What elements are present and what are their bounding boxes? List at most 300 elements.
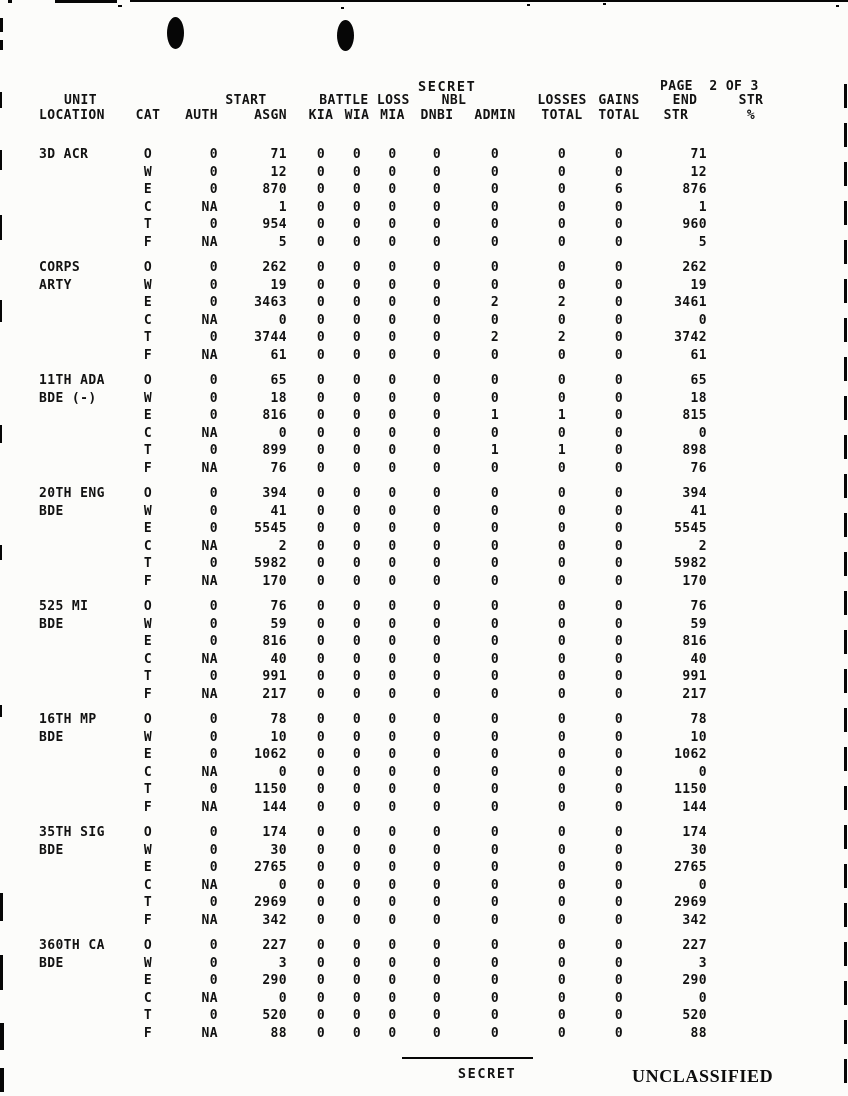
- cell-admin: 0: [490, 425, 500, 441]
- left-edge-dash: [0, 705, 2, 717]
- cell-str-pct: [712, 520, 790, 538]
- cell-gains-total: 0: [614, 390, 624, 406]
- cell-gains-total: 0: [614, 503, 624, 519]
- cell-str-pct: [712, 372, 790, 390]
- unit-block: [36, 372, 790, 477]
- cell-unit: [36, 1025, 125, 1043]
- table-row: [36, 894, 790, 912]
- cell-wia: 0: [352, 443, 362, 458]
- cell-cat: C: [143, 990, 153, 1006]
- left-edge-dash: [0, 40, 3, 50]
- cell-end-str: 290: [682, 973, 707, 988]
- cell-admin: 0: [490, 486, 500, 501]
- cell-asgn: 174: [262, 825, 287, 840]
- scan-speck: [836, 5, 839, 7]
- cell-cat: W: [143, 390, 153, 406]
- cell-cat: C: [143, 877, 153, 893]
- cell-wia: 0: [352, 147, 362, 162]
- cell-unit: [36, 329, 125, 347]
- cell-str-pct: [712, 633, 790, 651]
- cell-mia: 0: [388, 1008, 397, 1023]
- cell-gains-total: 0: [614, 460, 624, 476]
- cell-end-str: 876: [682, 182, 707, 197]
- cell-kia: 0: [316, 686, 326, 702]
- cell-losses-total: 0: [557, 634, 567, 649]
- cell-gains-total: 0: [614, 199, 624, 215]
- cell-auth: NA: [201, 912, 218, 928]
- table-row: [36, 372, 790, 390]
- cell-str-pct: [712, 216, 790, 234]
- cell-losses-total: 0: [557, 503, 567, 519]
- table-row: [36, 616, 790, 634]
- cell-gains-total: 0: [614, 955, 624, 971]
- cell-end-str: 991: [682, 669, 707, 684]
- cell-gains-total: 0: [614, 747, 624, 762]
- cell-gains-total: 0: [614, 538, 624, 554]
- cell-str-pct: [712, 146, 790, 164]
- cell-auth: 0: [209, 973, 218, 988]
- cell-gains-total: 0: [614, 764, 624, 780]
- cell-end-str: 41: [690, 503, 707, 519]
- cell-admin: 0: [490, 616, 500, 632]
- cell-admin: 0: [490, 669, 500, 684]
- cell-losses-total: 0: [557, 842, 567, 858]
- unit-block: [36, 485, 790, 590]
- cell-kia: 0: [316, 295, 326, 310]
- cell-end-str: 0: [698, 425, 707, 441]
- table-row: [36, 294, 790, 312]
- cell-str-pct: [712, 329, 790, 347]
- cell-mia: 0: [388, 260, 397, 275]
- table-row: [36, 277, 790, 295]
- cell-unit: [36, 781, 125, 799]
- cell-kia: 0: [316, 573, 326, 589]
- cell-dnbi: 0: [432, 842, 442, 858]
- cell-mia: 0: [388, 651, 397, 667]
- cell-asgn: 262: [262, 260, 287, 275]
- cell-str-pct: [712, 259, 790, 277]
- cell-asgn: 1062: [254, 747, 287, 762]
- cell-losses-total: 0: [557, 260, 567, 275]
- cell-kia: 0: [316, 347, 326, 363]
- cell-mia: 0: [388, 217, 397, 232]
- cell-asgn: 12: [270, 164, 287, 180]
- cell-dnbi: 0: [432, 799, 442, 815]
- cell-end-str: 0: [698, 877, 707, 893]
- cell-losses-total: 0: [557, 938, 567, 953]
- scan-speck: [8, 0, 12, 3]
- scan-speck: [527, 4, 530, 6]
- cell-cat: T: [143, 556, 153, 571]
- cell-wia: 0: [352, 599, 362, 614]
- cell-kia: 0: [316, 234, 326, 250]
- cell-end-str: 170: [682, 573, 707, 589]
- cell-dnbi: 0: [432, 538, 442, 554]
- cell-end-str: 0: [698, 764, 707, 780]
- cell-mia: 0: [388, 1025, 397, 1041]
- cell-auth: NA: [201, 877, 218, 893]
- col-kia: KIA: [308, 108, 334, 123]
- cell-asgn: 342: [262, 912, 287, 928]
- cell-end-str: 0: [698, 990, 707, 1006]
- cell-kia: 0: [316, 164, 326, 180]
- cell-losses-total: 0: [557, 825, 567, 840]
- table-row: [36, 955, 790, 973]
- cell-end-str: 2765: [674, 860, 707, 875]
- cell-gains-total: 0: [614, 425, 624, 441]
- cell-losses-total: 0: [557, 538, 567, 554]
- cell-dnbi: 0: [432, 556, 442, 571]
- cell-str-pct: [712, 407, 790, 425]
- cell-auth: NA: [201, 538, 218, 554]
- cell-asgn: 899: [262, 443, 287, 458]
- cell-cat: E: [143, 408, 153, 423]
- col-end-str: STR: [663, 108, 689, 123]
- cell-str-pct: [712, 859, 790, 877]
- cell-asgn: 3463: [254, 295, 287, 310]
- scan-speck: [118, 5, 122, 7]
- unit-block: [36, 598, 790, 703]
- cell-admin: 0: [490, 912, 500, 928]
- cell-losses-total: 0: [557, 147, 567, 162]
- cell-admin: 0: [490, 312, 500, 328]
- cell-unit: 35TH SIG: [39, 825, 105, 840]
- cell-gains-total: 0: [614, 330, 624, 345]
- cell-dnbi: 0: [432, 712, 442, 727]
- cell-admin: 0: [490, 1025, 500, 1041]
- col-losses-total: TOTAL: [541, 108, 583, 123]
- cell-auth: 0: [209, 616, 218, 632]
- cell-auth: 0: [209, 669, 218, 684]
- cell-cat: W: [143, 277, 153, 293]
- cell-cat: O: [143, 712, 153, 727]
- cell-asgn: 10: [270, 729, 287, 745]
- cell-losses-total: 0: [557, 764, 567, 780]
- cell-losses-total: 0: [557, 669, 567, 684]
- cell-unit: [36, 520, 125, 538]
- cell-admin: 0: [490, 860, 500, 875]
- cell-mia: 0: [388, 747, 397, 762]
- table-row: [36, 425, 790, 443]
- cell-losses-total: 0: [557, 729, 567, 745]
- cell-str-pct: [712, 616, 790, 634]
- classification-footer-text: SECRET: [457, 1066, 517, 1082]
- cell-unit: [36, 990, 125, 1008]
- table-row: [36, 990, 790, 1008]
- cell-auth: 0: [209, 443, 218, 458]
- cell-dnbi: 0: [432, 312, 442, 328]
- cell-end-str: 5: [698, 234, 707, 250]
- cell-auth: 0: [209, 390, 218, 406]
- cell-gains-total: 0: [614, 712, 624, 727]
- cell-dnbi: 0: [432, 347, 442, 363]
- cell-admin: 0: [490, 634, 500, 649]
- cell-wia: 0: [352, 895, 362, 910]
- cell-gains-total: 0: [614, 295, 624, 310]
- cell-dnbi: 0: [432, 521, 442, 536]
- cell-losses-total: 0: [557, 782, 567, 797]
- cell-auth: 0: [209, 782, 218, 797]
- cell-dnbi: 0: [432, 373, 442, 388]
- cell-gains-total: 0: [614, 573, 624, 589]
- table-row: [36, 711, 790, 729]
- strength-table: [36, 93, 790, 1050]
- cell-cat: F: [143, 460, 153, 476]
- cell-losses-total: 1: [557, 408, 567, 423]
- table-row: [36, 259, 790, 277]
- cell-asgn: 61: [270, 347, 287, 363]
- cell-mia: 0: [388, 634, 397, 649]
- col-auth: AUTH: [185, 108, 218, 123]
- table-header-columns: [36, 108, 790, 123]
- cell-cat: O: [143, 486, 153, 501]
- cell-losses-total: 0: [557, 973, 567, 988]
- cell-kia: 0: [316, 503, 326, 519]
- cell-str-pct: [712, 573, 790, 591]
- cell-dnbi: 0: [432, 764, 442, 780]
- cell-wia: 0: [352, 799, 362, 815]
- cell-end-str: 65: [690, 373, 707, 388]
- cell-admin: 0: [490, 747, 500, 762]
- cell-mia: 0: [388, 782, 397, 797]
- scan-speck: [341, 7, 344, 9]
- cell-str-pct: [712, 460, 790, 478]
- header-end: END: [672, 93, 698, 108]
- cell-auth: NA: [201, 347, 218, 363]
- cell-unit: 20TH ENG: [39, 486, 105, 501]
- cell-cat: F: [143, 573, 153, 589]
- cell-wia: 0: [352, 912, 362, 928]
- right-edge-dashed-line: [844, 84, 847, 1096]
- cell-unit: ARTY: [39, 277, 72, 293]
- cell-mia: 0: [388, 408, 397, 423]
- cell-wia: 0: [352, 277, 362, 293]
- unit-block: [36, 259, 790, 364]
- cell-admin: 1: [490, 408, 500, 423]
- col-wia: WIA: [344, 108, 370, 123]
- cell-unit: 11TH ADA: [39, 373, 105, 388]
- table-row: [36, 164, 790, 182]
- cell-mia: 0: [388, 556, 397, 571]
- cell-end-str: 30: [690, 842, 707, 858]
- cell-dnbi: 0: [432, 1008, 442, 1023]
- cell-wia: 0: [352, 538, 362, 554]
- cell-kia: 0: [316, 634, 326, 649]
- cell-losses-total: 0: [557, 955, 567, 971]
- cell-cat: T: [143, 443, 153, 458]
- cell-wia: 0: [352, 729, 362, 745]
- cell-losses-total: 0: [557, 373, 567, 388]
- table-row: [36, 407, 790, 425]
- cell-asgn: 5545: [254, 521, 287, 536]
- cell-dnbi: 0: [432, 782, 442, 797]
- cell-str-pct: [712, 555, 790, 573]
- cell-gains-total: 0: [614, 486, 624, 501]
- cell-kia: 0: [316, 669, 326, 684]
- cell-gains-total: 0: [614, 912, 624, 928]
- cell-gains-total: 0: [614, 1025, 624, 1041]
- table-row: [36, 538, 790, 556]
- cell-cat: W: [143, 729, 153, 745]
- cell-dnbi: 0: [432, 877, 442, 893]
- cell-auth: NA: [201, 312, 218, 328]
- cell-losses-total: 0: [557, 990, 567, 1006]
- cell-admin: 0: [490, 712, 500, 727]
- cell-asgn: 71: [270, 147, 287, 162]
- cell-end-str: 19: [690, 277, 707, 293]
- cell-str-pct: [712, 164, 790, 182]
- cell-asgn: 59: [270, 616, 287, 632]
- cell-gains-total: 0: [614, 877, 624, 893]
- cell-dnbi: 0: [432, 330, 442, 345]
- cell-kia: 0: [316, 895, 326, 910]
- cell-gains-total: 0: [614, 277, 624, 293]
- cell-kia: 0: [316, 782, 326, 797]
- table-row: [36, 651, 790, 669]
- table-row: [36, 442, 790, 460]
- cell-kia: 0: [316, 330, 326, 345]
- cell-end-str: 0: [698, 312, 707, 328]
- table-row: [36, 199, 790, 217]
- cell-unit: CORPS: [39, 260, 81, 275]
- cell-kia: 0: [316, 486, 326, 501]
- col-cat: CAT: [135, 108, 161, 123]
- cell-losses-total: 0: [557, 486, 567, 501]
- cell-admin: 0: [490, 521, 500, 536]
- cell-gains-total: 0: [614, 347, 624, 363]
- cell-wia: 0: [352, 521, 362, 536]
- cell-asgn: 19: [270, 277, 287, 293]
- unit-block: [36, 146, 790, 251]
- table-row: [36, 520, 790, 538]
- cell-asgn: 5982: [254, 556, 287, 571]
- cell-auth: 0: [209, 712, 218, 727]
- cell-wia: 0: [352, 199, 362, 215]
- cell-str-pct: [712, 937, 790, 955]
- cell-kia: 0: [316, 955, 326, 971]
- cell-end-str: 816: [682, 634, 707, 649]
- table-row: [36, 146, 790, 164]
- cell-unit: 3D ACR: [39, 147, 89, 162]
- cell-losses-total: 0: [557, 1025, 567, 1041]
- cell-losses-total: 0: [557, 712, 567, 727]
- cell-mia: 0: [388, 729, 397, 745]
- cell-mia: 0: [388, 330, 397, 345]
- punch-hole-left: [167, 17, 184, 49]
- cell-str-pct: [712, 764, 790, 782]
- left-edge-dash: [0, 300, 2, 322]
- cell-mia: 0: [388, 990, 397, 1006]
- table-row: [36, 347, 790, 365]
- cell-dnbi: 0: [432, 260, 442, 275]
- cell-end-str: 18: [690, 390, 707, 406]
- cell-asgn: 88: [270, 1025, 287, 1041]
- cell-gains-total: 0: [614, 1008, 624, 1023]
- cell-auth: 0: [209, 503, 218, 519]
- left-edge-dash: [0, 215, 2, 240]
- cell-losses-total: 2: [557, 295, 567, 310]
- cell-mia: 0: [388, 373, 397, 388]
- cell-wia: 0: [352, 217, 362, 232]
- cell-mia: 0: [388, 955, 397, 971]
- cell-str-pct: [712, 503, 790, 521]
- classification-footer: [410, 1050, 525, 1096]
- cell-gains-total: 0: [614, 521, 624, 536]
- cell-cat: O: [143, 938, 153, 953]
- cell-end-str: 61: [690, 347, 707, 363]
- classification-banner: SECRET: [418, 79, 477, 95]
- unit-blocks: [36, 146, 790, 1042]
- cell-kia: 0: [316, 260, 326, 275]
- cell-asgn: 0: [278, 877, 287, 893]
- cell-cat: T: [143, 782, 153, 797]
- cell-str-pct: [712, 1007, 790, 1025]
- cell-asgn: 290: [262, 973, 287, 988]
- cell-losses-total: 0: [557, 877, 567, 893]
- cell-gains-total: 0: [614, 312, 624, 328]
- cell-gains-total: 0: [614, 825, 624, 840]
- cell-losses-total: 0: [557, 912, 567, 928]
- cell-gains-total: 0: [614, 147, 624, 162]
- cell-losses-total: 0: [557, 651, 567, 667]
- cell-asgn: 76: [270, 460, 287, 476]
- cell-kia: 0: [316, 912, 326, 928]
- cell-auth: 0: [209, 860, 218, 875]
- cell-gains-total: 0: [614, 217, 624, 232]
- cell-end-str: 898: [682, 443, 707, 458]
- cell-gains-total: 0: [614, 599, 624, 614]
- cell-kia: 0: [316, 599, 326, 614]
- table-row: [36, 781, 790, 799]
- cell-cat: W: [143, 842, 153, 858]
- table-row: [36, 668, 790, 686]
- cell-unit: [36, 972, 125, 990]
- cell-losses-total: 0: [557, 895, 567, 910]
- cell-str-pct: [712, 842, 790, 860]
- cell-wia: 0: [352, 686, 362, 702]
- cell-dnbi: 0: [432, 616, 442, 632]
- cell-admin: 0: [490, 973, 500, 988]
- cell-admin: 0: [490, 260, 500, 275]
- cell-dnbi: 0: [432, 408, 442, 423]
- cell-asgn: 217: [262, 686, 287, 702]
- cell-admin: 0: [490, 390, 500, 406]
- header-spacer: [125, 93, 171, 108]
- cell-unit: [36, 199, 125, 217]
- cell-admin: 0: [490, 373, 500, 388]
- cell-cat: E: [143, 973, 153, 988]
- cell-kia: 0: [316, 521, 326, 536]
- cell-losses-total: 0: [557, 234, 567, 250]
- cell-str-pct: [712, 199, 790, 217]
- cell-mia: 0: [388, 895, 397, 910]
- header-start: START: [225, 93, 267, 108]
- cell-auth: 0: [209, 1008, 218, 1023]
- cell-auth: 0: [209, 147, 218, 162]
- cell-kia: 0: [316, 147, 326, 162]
- cell-kia: 0: [316, 747, 326, 762]
- table-row: [36, 390, 790, 408]
- cell-kia: 0: [316, 973, 326, 988]
- cell-end-str: 76: [690, 460, 707, 476]
- cell-str-pct: [712, 442, 790, 460]
- cell-unit: [36, 746, 125, 764]
- cell-end-str: 40: [690, 651, 707, 667]
- cell-auth: 0: [209, 486, 218, 501]
- cell-unit: [36, 573, 125, 591]
- cell-kia: 0: [316, 443, 326, 458]
- cell-kia: 0: [316, 616, 326, 632]
